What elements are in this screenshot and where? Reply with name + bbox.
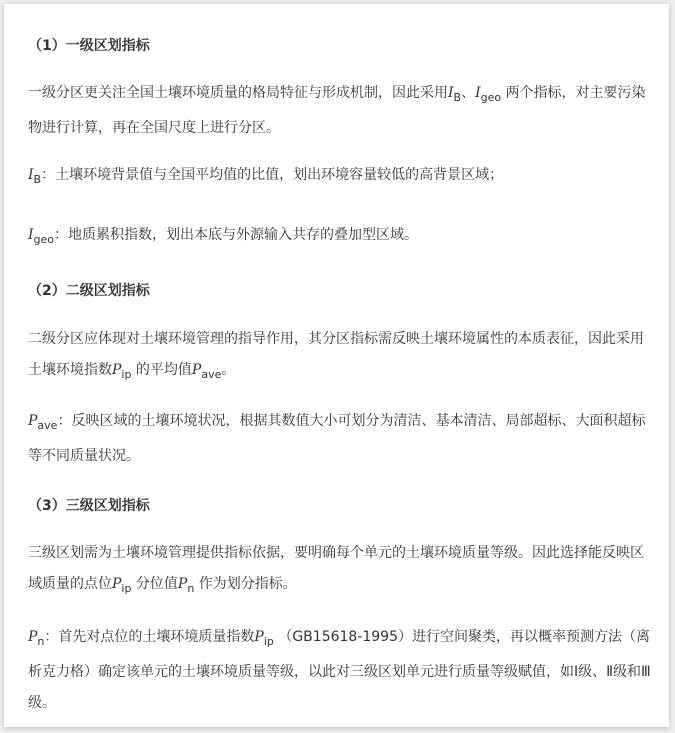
var-i: I [28,227,34,243]
subscript: n [37,635,45,648]
var-p: P [112,362,122,378]
section-2-intro: 二级分区应体现对土壤环境管理的指导作用，其分区指标需反映土壤环境属性的本质表征，因此采用土壤环境指数$P_{ip}$ 的平均值$P_{ave}$。 [28,331,644,381]
article-card [4,4,669,727]
subscript: ip [121,582,132,595]
subscript: ave [201,368,222,381]
section-3-intro: 三级区划需为土壤环境管理提供指标依据，要明确每个单元的土壤环境质量等级。因此选择能反映区域质量的点位$P_{ip}$ 分位值$P_n$ 作为划分指标。 [28,545,644,595]
subscript: B [33,173,42,186]
pave-definition: $P_{ave}$：反映区域的土壤环境状况，根据其数值大小可划分为清洁、基本清洁、局部超标、大面积超标等不同质量状况。 [28,413,646,464]
subscript: geo [480,91,502,104]
var-p: P [112,576,122,592]
section-3-heading: （3）三级区划指标 [28,498,150,514]
ib-definition: $I_B$：土壤环境背景值与全国平均值的比值，划出环境容量较低的高背景区域； [28,167,504,186]
var-p: P [177,576,188,592]
subscript: ave [37,419,58,432]
subscript: n [187,582,195,595]
var-i: I [28,167,34,183]
pn-definition: $P_n$：首先对点位的土壤环境质量指数$P_{ip}$ （GB15618-1995）进行空间聚类，再以概率预测方法（离析克力格）确定该单元的土壤环境质量等级，以此对三级区划单元进行质量等级赋值，如Ⅰ级、Ⅱ级和Ⅲ级。 [28,629,651,711]
subscript: B [453,91,462,104]
section-1-heading: （1）一级区划指标 [28,38,150,54]
igeo-definition: $I_{geo}$：地质累积指数，划出本底与外源输入共存的叠加型区域。 [28,227,419,246]
var-i: I [448,85,454,101]
var-p: P [191,362,202,378]
var-p: P [254,629,264,645]
var-i: I [475,85,481,101]
subscript: ip [263,635,274,648]
subscript: ip [121,368,132,381]
section-1-intro: 一级分区更关注全国土壤环境质量的格局特征与形成机制，因此采用$I_B$、$I_{geo}$ 两个指标，对主要污染物进行计算，再在全国尺度上进行分区。 [28,85,646,136]
section-2-heading: （2）二级区划指标 [28,283,150,299]
subscript: geo [33,233,55,246]
var-p: P [28,629,38,645]
var-p: P [28,413,38,429]
